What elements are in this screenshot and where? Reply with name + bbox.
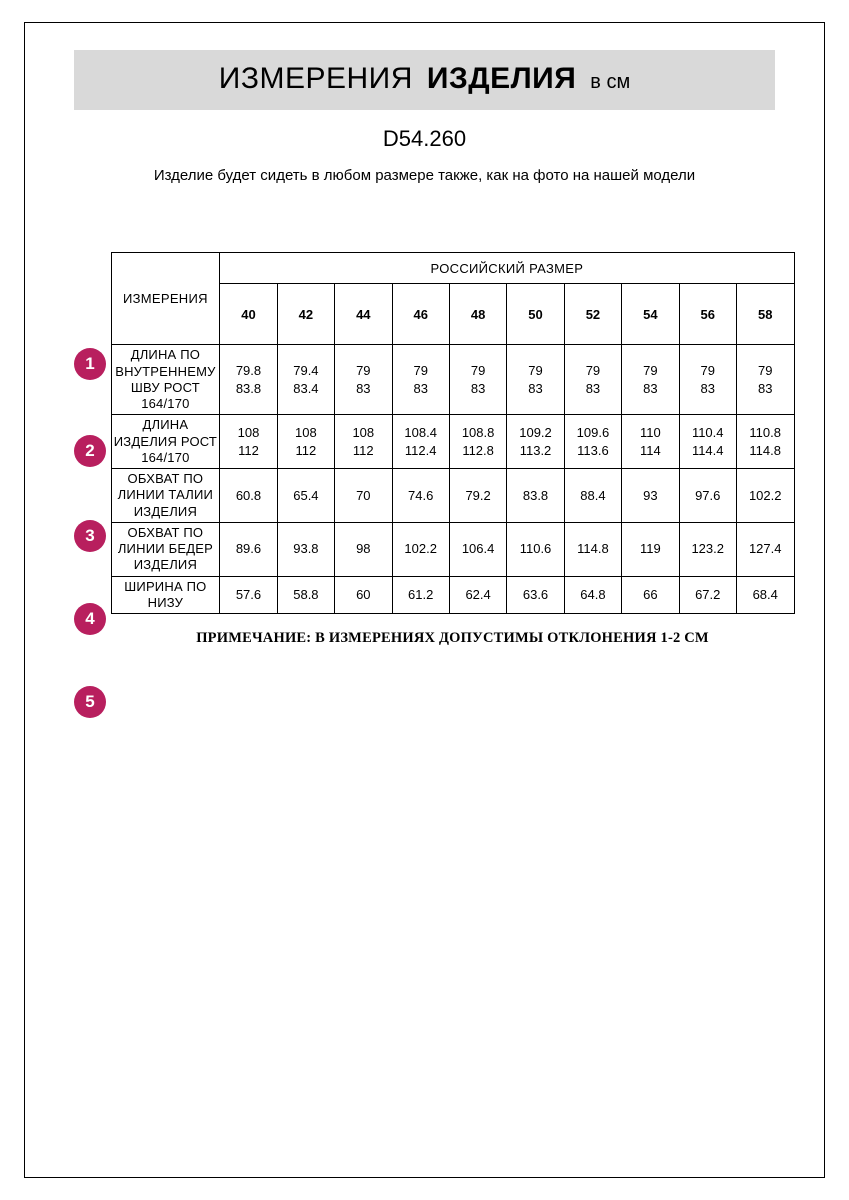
cell-r2-c2: 108 112 [277,415,334,469]
title-measurements: ИЗМЕРЕНИЯ [218,62,413,95]
title-units: в см [590,71,631,93]
cell-r3-c9: 97.6 [679,469,736,523]
cell-r4-c3: 98 [335,522,392,576]
cell-r4-c4: 102.2 [392,522,449,576]
cell-r3-c10: 102.2 [736,469,794,523]
title-product: ИЗДЕЛИЯ [426,62,577,95]
cell-r5-c6: 63.6 [507,576,564,614]
row-label-hip-circumference: ОБХВАТ ПО ЛИНИИ БЕДЕР ИЗДЕЛИЯ [111,522,220,576]
row-badge-2: 2 [74,435,106,467]
page-title [74,50,775,110]
cell-r2-c1: 108 112 [220,415,277,469]
cell-r2-c7: 109.6 113.6 [564,415,621,469]
cell-r4-c1: 89.6 [220,522,277,576]
fit-description: Изделие будет сидеть в любом размере также, как на фото на нашей модели [153,167,696,184]
cell-r5-c3: 60 [335,576,392,614]
cell-r4-c9: 123.2 [679,522,736,576]
table-row [111,469,794,523]
size-header-40: 40 [220,284,277,345]
cell-r2-c10: 110.8 114.8 [736,415,794,469]
cell-r5-c7: 64.8 [564,576,621,614]
cell-r2-c4: 108.4 112.4 [392,415,449,469]
cell-r1-c2: 79.4 83.4 [277,345,334,415]
cell-r3-c3: 70 [335,469,392,523]
document-content [24,24,825,712]
row-badge-1: 1 [74,348,106,380]
size-header-48: 48 [449,284,506,345]
size-header-46: 46 [392,284,449,345]
cell-r1-c5: 79 83 [449,345,506,415]
cell-r3-c2: 65.4 [277,469,334,523]
measurements-table-wrap [54,252,795,712]
size-header-56: 56 [679,284,736,345]
size-header-58: 58 [736,284,794,345]
cell-r3-c6: 83.8 [507,469,564,523]
cell-r4-c10: 127.4 [736,522,794,576]
cell-r3-c5: 79.2 [449,469,506,523]
cell-r5-c1: 57.6 [220,576,277,614]
cell-r1-c9: 79 83 [679,345,736,415]
size-header-42: 42 [277,284,334,345]
cell-r1-c10: 79 83 [736,345,794,415]
row-label-inseam-length: ДЛИНА ПО ВНУТРЕННЕМУ ШВУ РОСТ 164/170 [111,345,220,415]
table-row [111,522,794,576]
table-row [111,576,794,614]
cell-r5-c8: 66 [622,576,679,614]
cell-r4-c8: 119 [622,522,679,576]
cell-r1-c3: 79 83 [335,345,392,415]
cell-r2-c9: 110.4 114.4 [679,415,736,469]
cell-r3-c7: 88.4 [564,469,621,523]
cell-r4-c2: 93.8 [277,522,334,576]
row-label-product-length: ДЛИНА ИЗДЕЛИЯ РОСТ 164/170 [111,415,220,469]
header-measurements: ИЗМЕРЕНИЯ [111,253,220,345]
cell-r1-c1: 79.8 83.8 [220,345,277,415]
header-russian-size: РОССИЙСКИЙ РАЗМЕР [220,253,794,284]
size-header-54: 54 [622,284,679,345]
cell-r5-c4: 61.2 [392,576,449,614]
cell-r1-c7: 79 83 [564,345,621,415]
size-header-44: 44 [335,284,392,345]
cell-r1-c8: 79 83 [622,345,679,415]
cell-r2-c8: 110 114 [622,415,679,469]
cell-r2-c3: 108 112 [335,415,392,469]
cell-r5-c9: 67.2 [679,576,736,614]
row-label-leg-opening: ШИРИНА ПО НИЗУ [111,576,220,614]
cell-r5-c2: 58.8 [277,576,334,614]
cell-r4-c5: 106.4 [449,522,506,576]
row-label-waist-circumference: ОБХВАТ ПО ЛИНИИ ТАЛИИ ИЗДЕЛИЯ [111,469,220,523]
measurements-table [111,252,795,614]
size-header-52: 52 [564,284,621,345]
measurement-note: ПРИМЕЧАНИЕ: В ИЗМЕРЕНИЯХ ДОПУСТИМЫ ОТКЛОНЕНИЯ 1-2 СМ [196,630,709,646]
cell-r2-c6: 109.2 113.2 [507,415,564,469]
cell-r3-c8: 93 [622,469,679,523]
cell-r2-c5: 108.8 112.8 [449,415,506,469]
cell-r5-c5: 62.4 [449,576,506,614]
cell-r4-c6: 110.6 [507,522,564,576]
table-row [111,345,794,415]
row-badge-3: 3 [74,520,106,552]
cell-r1-c6: 79 83 [507,345,564,415]
cell-r3-c1: 60.8 [220,469,277,523]
table-row [111,415,794,469]
size-header-50: 50 [507,284,564,345]
cell-r4-c7: 114.8 [564,522,621,576]
row-badge-4: 4 [74,603,106,635]
cell-r1-c4: 79 83 [392,345,449,415]
cell-r3-c4: 74.6 [392,469,449,523]
row-badge-5: 5 [74,686,106,718]
cell-r5-c10: 68.4 [736,576,794,614]
table-header-group-row [111,253,794,284]
product-code: D54.260 [382,126,467,151]
